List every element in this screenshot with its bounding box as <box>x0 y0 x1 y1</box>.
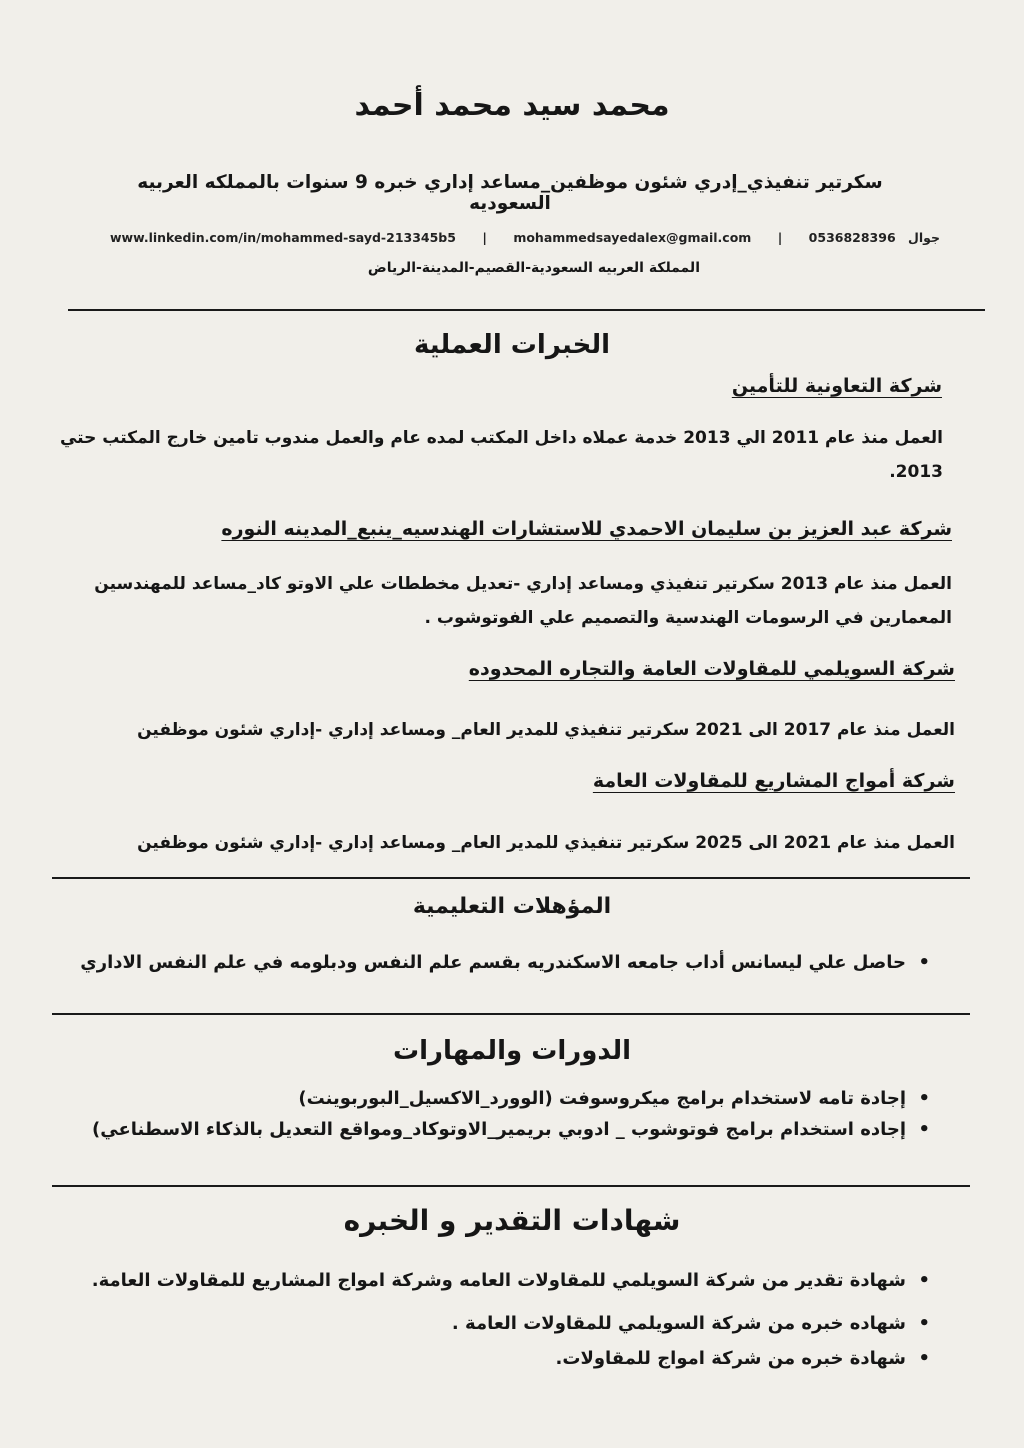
bullet-icon: • <box>918 1119 930 1140</box>
professional-headline: سكرتير تنفيذي_إدري شئون موظفين_مساعد إداري خبره 9 سنوات بالمملكه العربيه السعوديه <box>137 172 883 214</box>
company-name: شركة عبد العزيز بن سليمان الاحمدي للاستشارات الهندسيه_ينبع_المدينه النوره <box>221 518 952 540</box>
divider <box>52 1013 970 1015</box>
job-description: العمل منذ عام 2013 سكرتير تنفيذي ومساعد إداري -تعديل مخططات علي الاوتو كاد_مساعد للمهندسين المعمارين في الرسومات الهندسية والتصميم علي الفوتوشوب . <box>94 574 952 628</box>
list-item: • شهادة خبره من شركة امواج للمقاولات. <box>555 1348 930 1369</box>
contact-separator: | <box>482 230 487 245</box>
job-description: العمل منذ عام 2011 الي 2013 خدمة عملاه داخل المكتب لمده عام والعمل مندوب تامين خارج المكتب حتي 2013. <box>59 428 943 482</box>
phone-group <box>809 230 940 245</box>
phone-number[interactable]: 0536828396 <box>808 230 896 245</box>
certificates-list <box>60 1270 932 1369</box>
divider <box>52 1185 970 1187</box>
list-item: • إجادة تامه لاستخدام برامج ميكروسوفت (الوورد_الاكسيل_البوربوينت) <box>298 1088 930 1109</box>
contact-separator: | <box>777 230 783 245</box>
bullet-icon: • <box>918 1270 930 1291</box>
skills-section-title: الدورات والمهارات <box>392 1036 632 1066</box>
education-section-title: المؤهلات التعليمية <box>412 894 612 919</box>
bullet-icon: • <box>918 1348 930 1369</box>
list-item: • شهاده خبره من شركة السويلمي للمقاولات العامة . <box>451 1313 930 1334</box>
divider <box>68 309 985 311</box>
certificates-section-title: شهادات التقدير و الخبره <box>343 1204 681 1237</box>
list-item: • إجاده استخدام برامج فوتوشوب _ ادوبي بريمير_الاوتوكاد_ومواقع التعديل بالذكاء الاسطناعي) <box>92 1119 930 1140</box>
candidate-name: محمد سيد محمد أحمد <box>354 88 670 123</box>
experience-section-title: الخبرات العملية <box>413 330 611 360</box>
list-item: • شهادة تقدير من شركة السويلمي للمقاولات العامه وشركة امواج المشاريع للمقاولات العامة. <box>91 1270 930 1291</box>
email-link[interactable]: mohammedsayedalex@gmail.com <box>513 230 752 245</box>
skills-list <box>40 1088 932 1140</box>
location: المملكة العربيه السعودية-القصيم-المدينة-الرياض <box>367 260 700 276</box>
bullet-icon: • <box>918 1313 930 1334</box>
bullet-icon: • <box>918 1088 930 1109</box>
job-description: العمل منذ عام 2021 الى 2025 سكرتير تنفيذي للمدير العام_ ومساعد إداري -إداري شئون موظفين <box>137 833 955 853</box>
list-item: • حاصل علي ليسانس أداب جامعه الاسكندريه بقسم علم النفس ودبلومه في علم النفس الاداري <box>80 952 930 973</box>
company-name: شركة السويلمي للمقاولات العامة والتجاره المحدوده <box>468 658 955 680</box>
education-list <box>60 952 932 973</box>
job-description: العمل منذ عام 2017 الى 2021 سكرتير تنفيذي للمدير العام_ ومساعد إداري -إداري شئون موظفين <box>137 720 955 740</box>
contact-line <box>110 230 940 245</box>
divider <box>52 877 970 879</box>
company-name: شركة أمواج المشاريع للمقاولات العامة <box>592 770 955 792</box>
bullet-icon: • <box>918 952 930 973</box>
company-name: شركة التعاونية للتأمين <box>731 375 942 397</box>
phone-label: جوال <box>908 230 940 245</box>
linkedin-link[interactable]: www.linkedin.com/in/mohammed-sayd-213345b5 <box>110 230 456 245</box>
